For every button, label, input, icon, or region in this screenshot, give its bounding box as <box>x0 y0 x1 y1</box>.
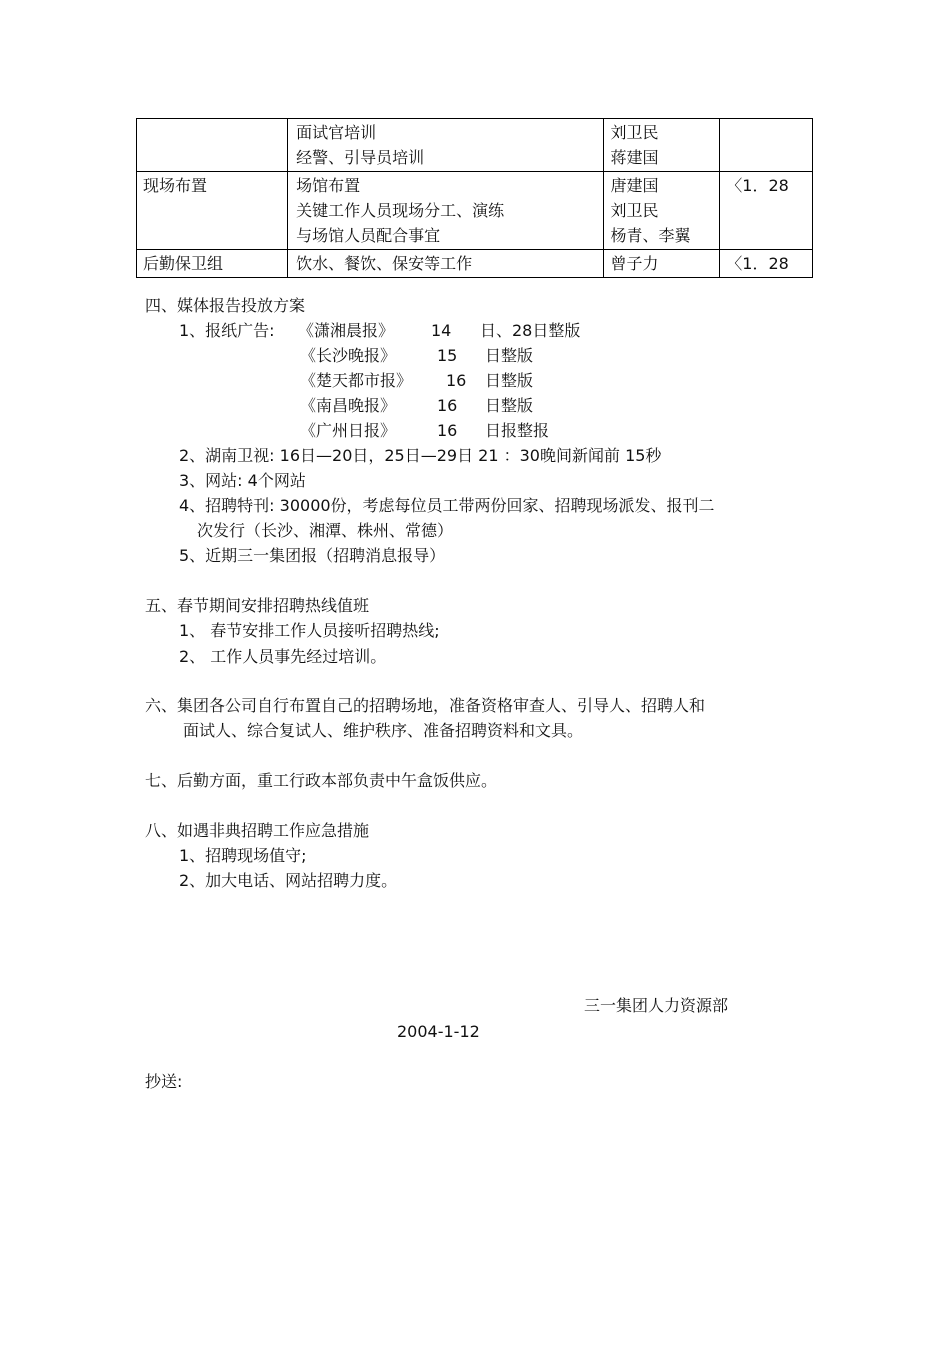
table-row <box>137 172 813 250</box>
deadline-cell: 〈1．28 <box>720 250 813 278</box>
special-issue-line1: 4、招聘特刊: 30000份，考虑每位员工带两份回家、招聘现场派发、报刊二 <box>179 496 715 515</box>
newspaper-name: 《广州日报》 <box>300 421 397 440</box>
newspaper-name: 《潇湘晨报》 <box>298 321 395 340</box>
task-item: 饮水、餐饮、保安等工作 <box>296 254 473 273</box>
task-assignment-table <box>136 118 813 278</box>
hotline-item: 1、 春节安排工作人员接听招聘热线; <box>179 621 440 640</box>
tv-ads: 2、湖南卫视: 16日—20日，25日—29日 21 ：30晚间新闻前 15秒 <box>179 446 662 465</box>
cc-label: 抄送: <box>145 1072 183 1091</box>
task-item: 与场馆人员配合事宜 <box>296 226 441 245</box>
special-issue-line2: 次发行（长沙、湘潭、株州、常德） <box>197 521 454 540</box>
person-name: 刘卫民 <box>610 123 659 142</box>
newspaper-ads-label: 1、报纸广告: <box>179 321 275 340</box>
newspaper-name: 《长沙晚报》 <box>300 346 397 365</box>
person-name: 曾子力 <box>610 254 659 273</box>
section7: 七、后勤方面，重工行政本部负责中午盒饭供应。 <box>145 771 498 790</box>
newspaper-day: 16 <box>437 396 458 415</box>
people-cell <box>604 172 720 250</box>
person-name: 唐建国 <box>610 176 659 195</box>
people-cell <box>604 250 720 278</box>
emergency-item: 1、招聘现场值守; <box>179 846 307 865</box>
newspaper-day: 14 <box>431 321 452 340</box>
newspaper-schedule: 日、28日整版 <box>480 321 581 340</box>
category-cell: 后勤保卫组 <box>137 250 288 278</box>
hotline-item: 2、 工作人员事先经过培训。 <box>179 647 387 666</box>
task-item: 场馆布置 <box>296 176 361 195</box>
group-newspaper: 5、近期三一集团报（招聘消息报导） <box>179 546 446 565</box>
deadline-cell <box>720 119 813 172</box>
newspaper-schedule: 日整版 <box>485 396 534 415</box>
signature-org: 三一集团人力资源部 <box>584 996 729 1015</box>
tasks-cell <box>288 119 604 172</box>
deadline-cell: 〈1．28 <box>720 172 813 250</box>
newspaper-day: 15 <box>437 346 458 365</box>
people-cell <box>604 119 720 172</box>
table-row <box>137 119 813 172</box>
section6-line2: 面试人、综合复试人、维护秩序、准备招聘资料和文具。 <box>183 721 584 740</box>
tasks-cell <box>288 250 604 278</box>
hotline-heading: 五、春节期间安排招聘热线值班 <box>145 596 370 615</box>
table-row <box>137 250 813 278</box>
person-name: 刘卫民 <box>610 201 659 220</box>
section6-line1: 六、集团各公司自行布置自己的招聘场地，准备资格审查人、引导人、招聘人和 <box>145 696 706 715</box>
person-name: 蒋建国 <box>610 148 659 167</box>
task-item: 经警、引导员培训 <box>296 148 425 167</box>
website-ads: 3、网站: 4个网站 <box>179 471 306 490</box>
emergency-item: 2、加大电话、网站招聘力度。 <box>179 871 398 890</box>
category-cell <box>137 119 288 172</box>
newspaper-schedule: 日整版 <box>485 346 534 365</box>
person-name: 杨青、李翼 <box>610 226 691 245</box>
newspaper-schedule: 日整版 <box>485 371 534 390</box>
category-cell: 现场布置 <box>137 172 288 250</box>
newspaper-name: 《楚天都市报》 <box>300 371 413 390</box>
tasks-cell <box>288 172 604 250</box>
signature-date: 2004-1-12 <box>397 1022 480 1041</box>
newspaper-name: 《南昌晚报》 <box>300 396 397 415</box>
newspaper-schedule: 日报整报 <box>485 421 550 440</box>
task-item: 面试官培训 <box>296 123 377 142</box>
newspaper-day: 16 <box>446 371 467 390</box>
emergency-heading: 八、如遇非典招聘工作应急措施 <box>145 821 370 840</box>
task-item: 关键工作人员现场分工、演练 <box>296 201 505 220</box>
newspaper-day: 16 <box>437 421 458 440</box>
media-plan-heading: 四、媒体报告投放方案 <box>145 296 306 315</box>
